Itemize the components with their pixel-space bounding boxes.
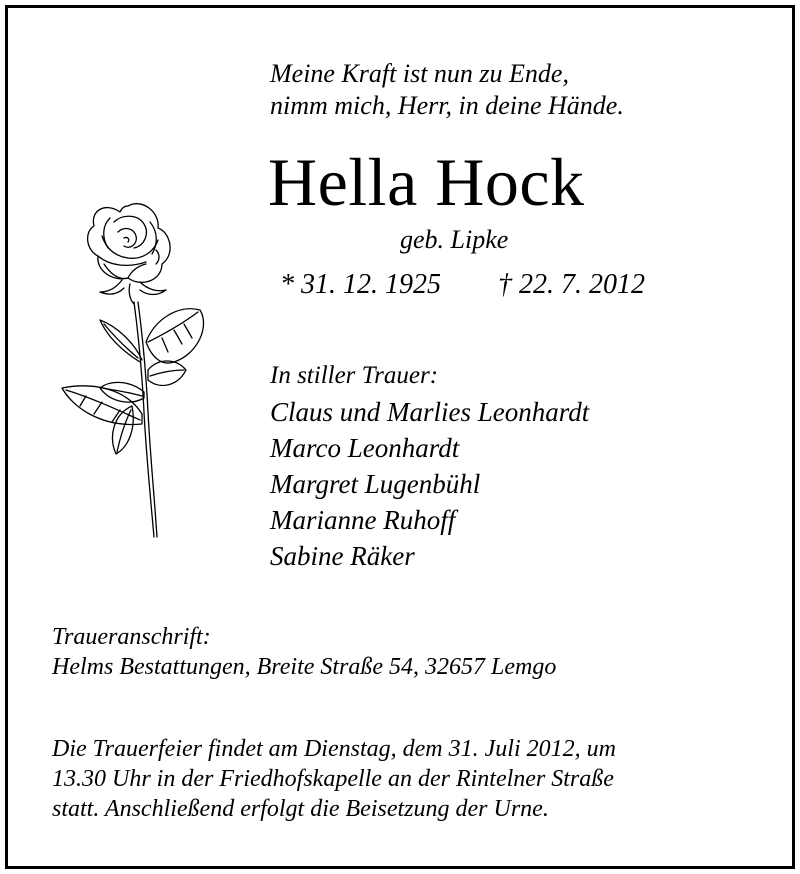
leaf-upper-right (146, 309, 204, 363)
mourner-name: Marco Leonhardt (270, 433, 460, 463)
sepal-right (140, 282, 166, 295)
birth-date: * 31. 12. 1925 (280, 269, 441, 300)
leaf-vein (148, 312, 198, 342)
death-date: † 22. 7. 2012 (498, 269, 645, 300)
rose-icon (58, 192, 218, 542)
mourners-list (270, 360, 589, 574)
verse (270, 58, 624, 122)
leaf-middle-left (100, 382, 144, 402)
mourning-address (52, 622, 556, 682)
mourners-intro: In stiller Trauer: (270, 362, 439, 389)
leaf-lower-right (148, 361, 186, 385)
maiden-name: geb. Lipke (400, 225, 509, 254)
ceremony-line-1: Die Trauerfeier findet am Dienstag, dem 31. Juli 2012, um (52, 736, 616, 762)
address-value: Helms Bestattungen, Breite Straße 54, 32657 Lemgo (52, 654, 557, 680)
rose-blossom (88, 204, 171, 283)
ceremony-line-2: 13.30 Uhr in der Friedhofskapelle an der Rintelner Straße (52, 766, 614, 792)
leaf-vein-6 (104, 324, 138, 358)
ceremony-line-3: statt. Anschließend erfolgt die Beisetzung der Urne. (52, 796, 549, 822)
life-dates (280, 268, 645, 302)
sepal-left (100, 280, 124, 294)
ceremony-notice (52, 734, 616, 824)
rose-stem (134, 302, 154, 537)
deceased-name: Hella Hock (268, 144, 585, 220)
leaf-vein-2 (150, 370, 184, 376)
sepal-center (129, 284, 134, 304)
verse-line-1: Meine Kraft ist nun zu Ende, (270, 59, 569, 88)
mourner-name: Marianne Ruhoff (270, 505, 456, 535)
leaf-veins (162, 324, 192, 352)
address-label: Traueranschrift: (52, 624, 211, 650)
verse-line-2: nimm mich, Herr, in deine Hände. (270, 91, 624, 120)
mourner-name: Sabine Räker (270, 541, 415, 571)
leaf-lower-left (62, 386, 142, 425)
mourner-name: Margret Lugenbühl (270, 469, 481, 499)
mourner-name: Claus und Marlies Leonhardt (270, 397, 590, 427)
